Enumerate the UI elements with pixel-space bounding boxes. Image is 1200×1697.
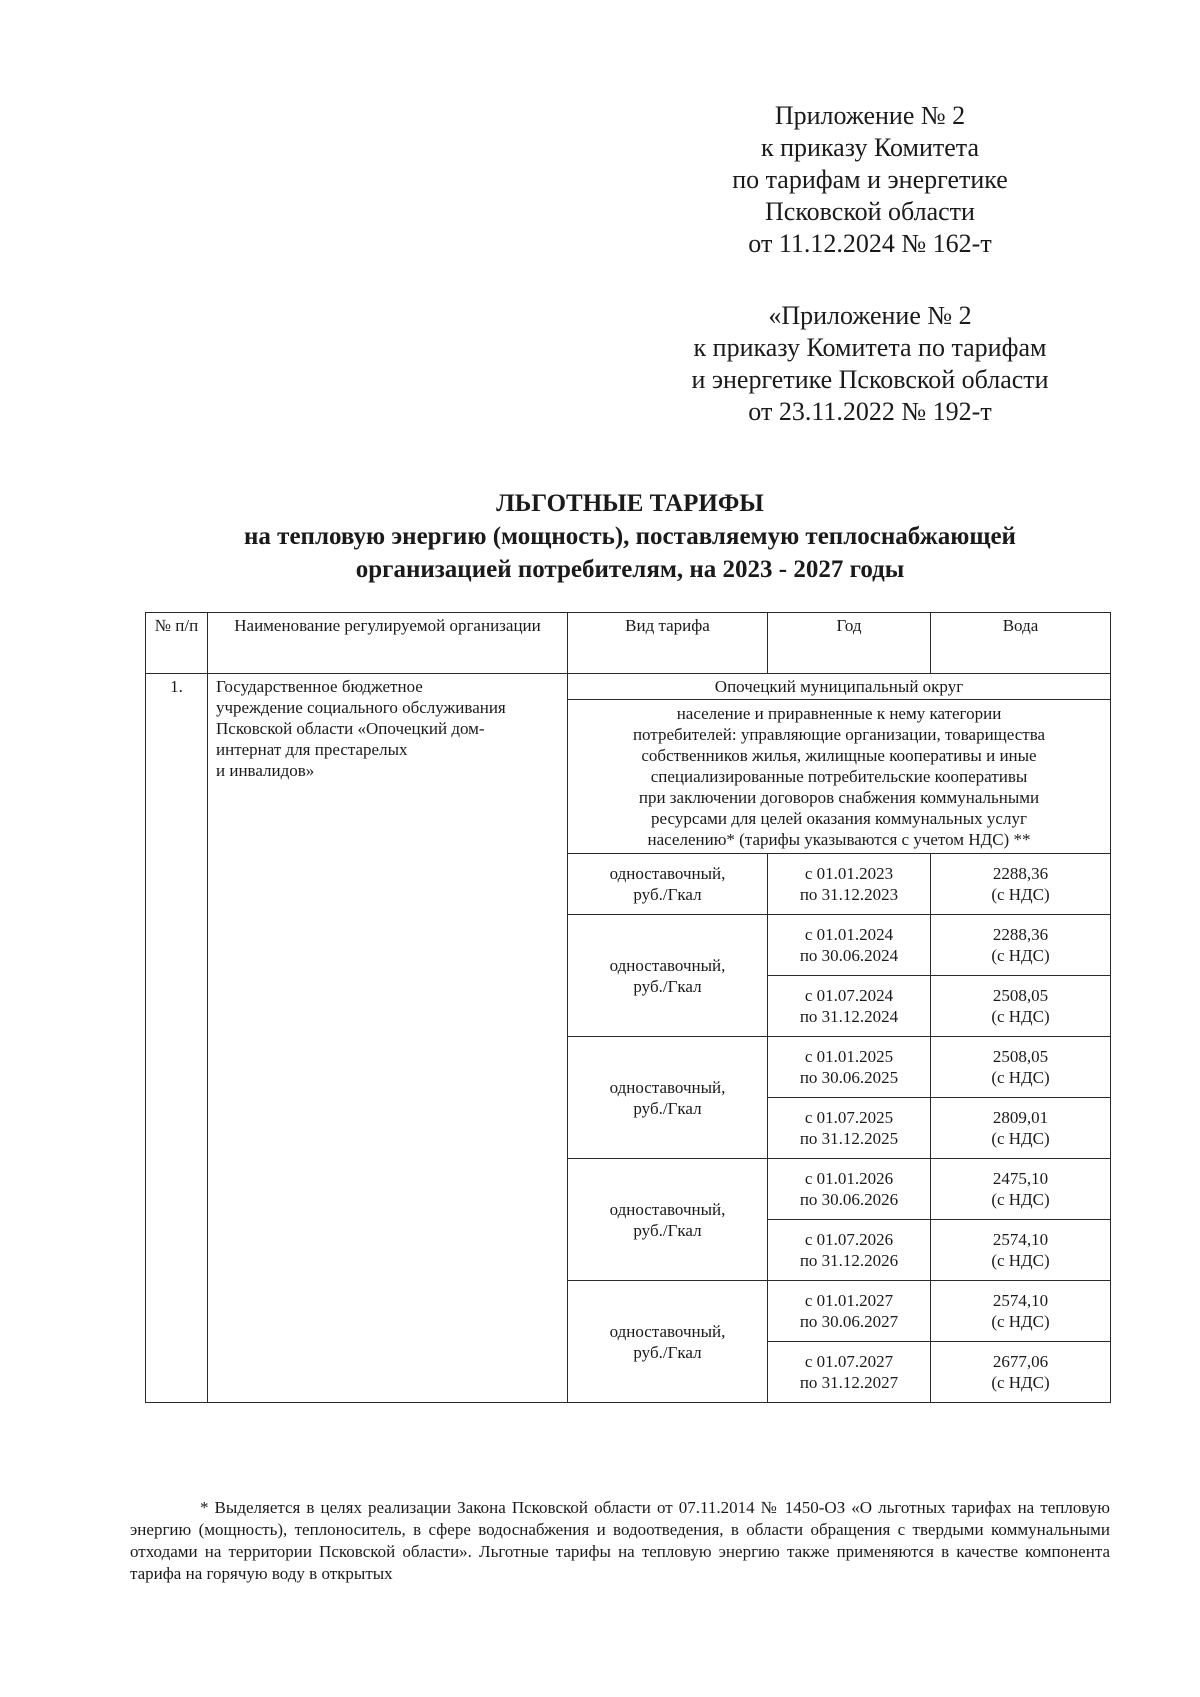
- org-name-line: Псковской области «Опочецкий дом-: [216, 719, 485, 738]
- tariff-type-line: одноставочный,: [609, 1321, 726, 1341]
- consumer-line: населению* (тарифы указываются с учетом НДС) **: [647, 830, 1031, 849]
- period: [768, 1281, 931, 1342]
- table-header-row: [146, 613, 1111, 674]
- header-org: Наименование регулируемой организации: [208, 613, 568, 674]
- period-from: с 01.01.2023: [804, 864, 894, 883]
- tariff-value: [931, 976, 1111, 1037]
- tariff-vat: (с НДС): [991, 946, 1050, 965]
- appendix-new-line: Приложение № 2: [774, 101, 966, 130]
- region-name: Опочецкий муниципальный округ: [568, 674, 1111, 700]
- consumer-line: потребителей: управляющие организации, товарищества: [632, 725, 1046, 744]
- tariff-type-line: руб./Гкал: [633, 1342, 702, 1362]
- period: [768, 1159, 931, 1220]
- tariff-type: [568, 1281, 768, 1403]
- org-name-line: и инвалидов»: [216, 761, 315, 780]
- tariff-table: [145, 612, 1111, 1403]
- tariff-value: [931, 854, 1111, 915]
- tariff-type: [568, 915, 768, 1037]
- tariff-amount: 2475,10: [992, 1169, 1049, 1188]
- period-from: с 01.07.2026: [804, 1230, 894, 1249]
- period-from: с 01.01.2026: [804, 1169, 894, 1188]
- tariff-type-line: руб./Гкал: [633, 976, 702, 996]
- period: [768, 915, 931, 976]
- consumer-line: население и приравненные к нему категории: [676, 704, 1002, 723]
- tariff-amount: 2508,05: [992, 1047, 1049, 1066]
- organization-name: [208, 674, 568, 1403]
- tariff-vat: (с НДС): [991, 1251, 1050, 1270]
- period-to: по 30.06.2027: [799, 1312, 899, 1331]
- consumer-category: [568, 700, 1111, 854]
- period-to: по 30.06.2025: [799, 1068, 899, 1087]
- period: [768, 1098, 931, 1159]
- period-to: по 30.06.2026: [799, 1190, 899, 1209]
- tariff-value: [931, 1220, 1111, 1281]
- period: [768, 1037, 931, 1098]
- appendix-old-line: и энергетике Псковской области: [691, 365, 1049, 394]
- tariff-type-line: одноставочный,: [609, 1077, 726, 1097]
- appendix-header-old: [630, 300, 1110, 428]
- tariff-amount: 2574,10: [992, 1230, 1049, 1249]
- appendix-old-line: «Приложение № 2: [768, 301, 972, 330]
- period-to: по 31.12.2023: [799, 885, 899, 904]
- org-name-line: учреждение социального обслуживания: [216, 698, 506, 717]
- tariff-value: [931, 1342, 1111, 1403]
- period-to: по 31.12.2025: [799, 1129, 899, 1148]
- tariff-vat: (с НДС): [991, 1129, 1050, 1148]
- period-to: по 31.12.2026: [799, 1251, 899, 1270]
- period: [768, 1220, 931, 1281]
- appendix-new-line: по тарифам и энергетике: [732, 165, 1008, 194]
- tariff-value: [931, 1281, 1111, 1342]
- consumer-line: при заключении договоров снабжения коммунальными: [638, 788, 1040, 807]
- tariff-amount: 2574,10: [992, 1291, 1049, 1310]
- row-number: 1.: [146, 674, 208, 1403]
- period-from: с 01.07.2027: [804, 1352, 894, 1371]
- tariff-type-line: руб./Гкал: [633, 885, 702, 904]
- tariff-type-line: руб./Гкал: [633, 1220, 702, 1240]
- period: [768, 854, 931, 915]
- tariff-value: [931, 1159, 1111, 1220]
- period-to: по 31.12.2024: [799, 1007, 899, 1026]
- period-to: по 30.06.2024: [799, 946, 899, 965]
- tariff-vat: (с НДС): [991, 1373, 1050, 1392]
- appendix-new-line: Псковской области: [765, 197, 975, 226]
- period-from: с 01.07.2024: [804, 986, 894, 1005]
- tariff-type-line: одноставочный,: [609, 1199, 726, 1219]
- period-from: с 01.01.2024: [804, 925, 894, 944]
- consumer-line: специализированные потребительские кооперативы: [650, 767, 1028, 786]
- tariff-vat: (с НДС): [991, 885, 1050, 904]
- appendix-header-new: [700, 100, 1040, 260]
- period-from: с 01.07.2025: [804, 1108, 894, 1127]
- header-year: Год: [768, 613, 931, 674]
- period-from: с 01.01.2027: [804, 1291, 894, 1310]
- org-name-line: интернат для престарелых: [216, 740, 408, 759]
- tariff-value: [931, 1037, 1111, 1098]
- appendix-new-line: от 11.12.2024 № 162-т: [748, 229, 992, 258]
- tariff-vat: (с НДС): [991, 1068, 1050, 1087]
- tariff-type: [568, 1037, 768, 1159]
- period: [768, 976, 931, 1037]
- appendix-old-line: от 23.11.2022 № 192-т: [748, 397, 992, 426]
- tariff-amount: 2288,36: [992, 925, 1049, 944]
- header-type: Вид тарифа: [568, 613, 768, 674]
- header-num: № п/п: [146, 613, 208, 674]
- consumer-line: ресурсами для целей оказания коммунальных услуг: [651, 809, 1027, 828]
- org-name-line: Государственное бюджетное: [216, 677, 423, 696]
- consumer-line: собственников жилья, жилищные кооперативы и иные: [641, 746, 1037, 765]
- title-line: на тепловую энергию (мощность), поставляемую теплоснабжающей: [244, 523, 1016, 550]
- document-title: [130, 487, 1130, 586]
- tariff-type-line: руб./Гкал: [633, 1098, 702, 1118]
- table-row: [146, 674, 1111, 700]
- tariff-vat: (с НДС): [991, 1007, 1050, 1026]
- period: [768, 1342, 931, 1403]
- period-from: с 01.01.2025: [804, 1047, 894, 1066]
- tariff-value: [931, 1098, 1111, 1159]
- tariff-amount: 2677,06: [992, 1352, 1049, 1371]
- tariff-type-line: одноставочный,: [609, 864, 726, 883]
- tariff-type: [568, 1159, 768, 1281]
- tariff-value: [931, 915, 1111, 976]
- tariff-amount: 2288,36: [992, 864, 1049, 883]
- appendix-old-line: к приказу Комитета по тарифам: [693, 333, 1047, 362]
- appendix-new-line: к приказу Комитета: [760, 133, 979, 162]
- title-line: организацией потребителям, на 2023 - 2027 годы: [355, 556, 905, 583]
- tariff-vat: (с НДС): [991, 1190, 1050, 1209]
- tariff-type: [568, 854, 768, 915]
- tariff-type-line: одноставочный,: [609, 955, 726, 975]
- tariff-amount: 2508,05: [992, 986, 1049, 1005]
- period-to: по 31.12.2027: [799, 1373, 899, 1392]
- header-water: Вода: [931, 613, 1111, 674]
- tariff-vat: (с НДС): [991, 1312, 1050, 1331]
- title-line: ЛЬГОТНЫЕ ТАРИФЫ: [496, 490, 764, 517]
- tariff-amount: 2809,01: [992, 1108, 1049, 1127]
- footnote: * Выделяется в целях реализации Закона Псковской области от 07.11.2014 № 1450-ОЗ «О льготных тарифах на тепловую энергию (мощность), теплоноситель, в сфере водоснабжения и водоотведения, в области обращения с твердыми коммунальными отходами на территории Псковской области». Льготные тарифы на тепловую энергию также применяются в качестве компонента тарифа на горячую воду в открытых: [130, 1498, 1110, 1583]
